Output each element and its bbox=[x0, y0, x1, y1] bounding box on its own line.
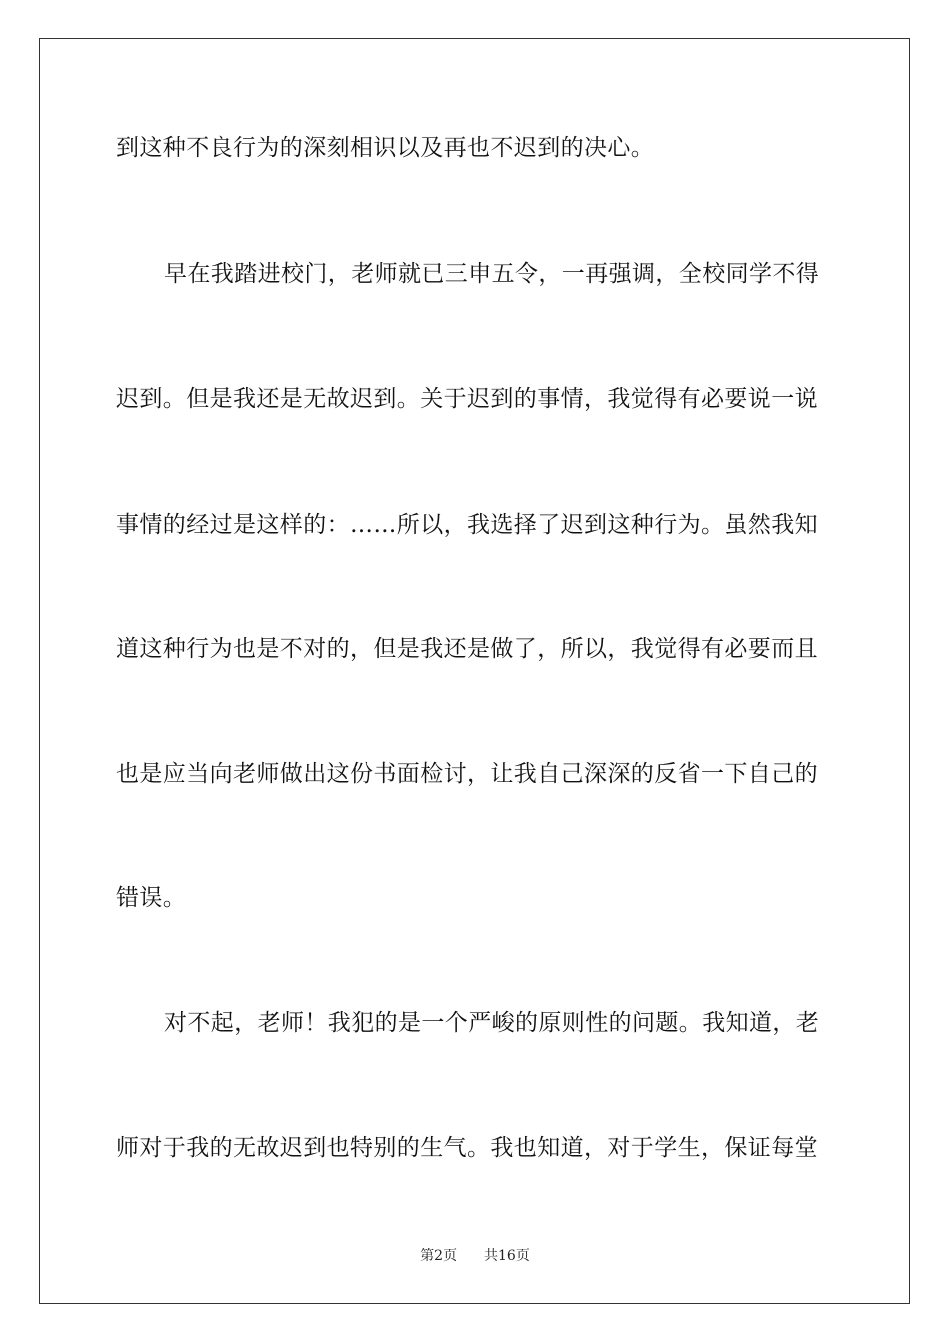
paragraph-line: 错误。 bbox=[116, 885, 187, 911]
paragraph-line: 事情的经过是这样的：……所以，我选择了迟到这种行为。虽然我知 bbox=[116, 512, 818, 538]
page-border bbox=[39, 38, 910, 1304]
total-pages: 共16页 bbox=[484, 1248, 530, 1264]
paragraph-line: 对不起，老师！我犯的是一个严峻的原则性的问题。我知道，老 bbox=[164, 1010, 820, 1036]
paragraph-line: 师对于我的无故迟到也特别的生气。我也知道，对于学生，保证每堂 bbox=[116, 1135, 818, 1161]
paragraph-line: 到这种不良行为的深刻相识以及再也不迟到的决心。 bbox=[116, 135, 655, 161]
paragraph-line: 道这种行为也是不对的，但是我还是做了，所以，我觉得有必要而且 bbox=[116, 636, 818, 662]
paragraph-line: 也是应当向老师做出这份书面检讨，让我自己深深的反省一下自己的 bbox=[116, 761, 818, 787]
paragraph-line: 早在我踏进校门，老师就已三申五令，一再强调，全校同学不得 bbox=[164, 261, 820, 287]
page-number: 第2页 bbox=[420, 1248, 458, 1264]
paragraph-line: 迟到。但是我还是无故迟到。关于迟到的事情，我觉得有必要说一说 bbox=[116, 386, 818, 412]
page-footer bbox=[0, 1247, 950, 1265]
